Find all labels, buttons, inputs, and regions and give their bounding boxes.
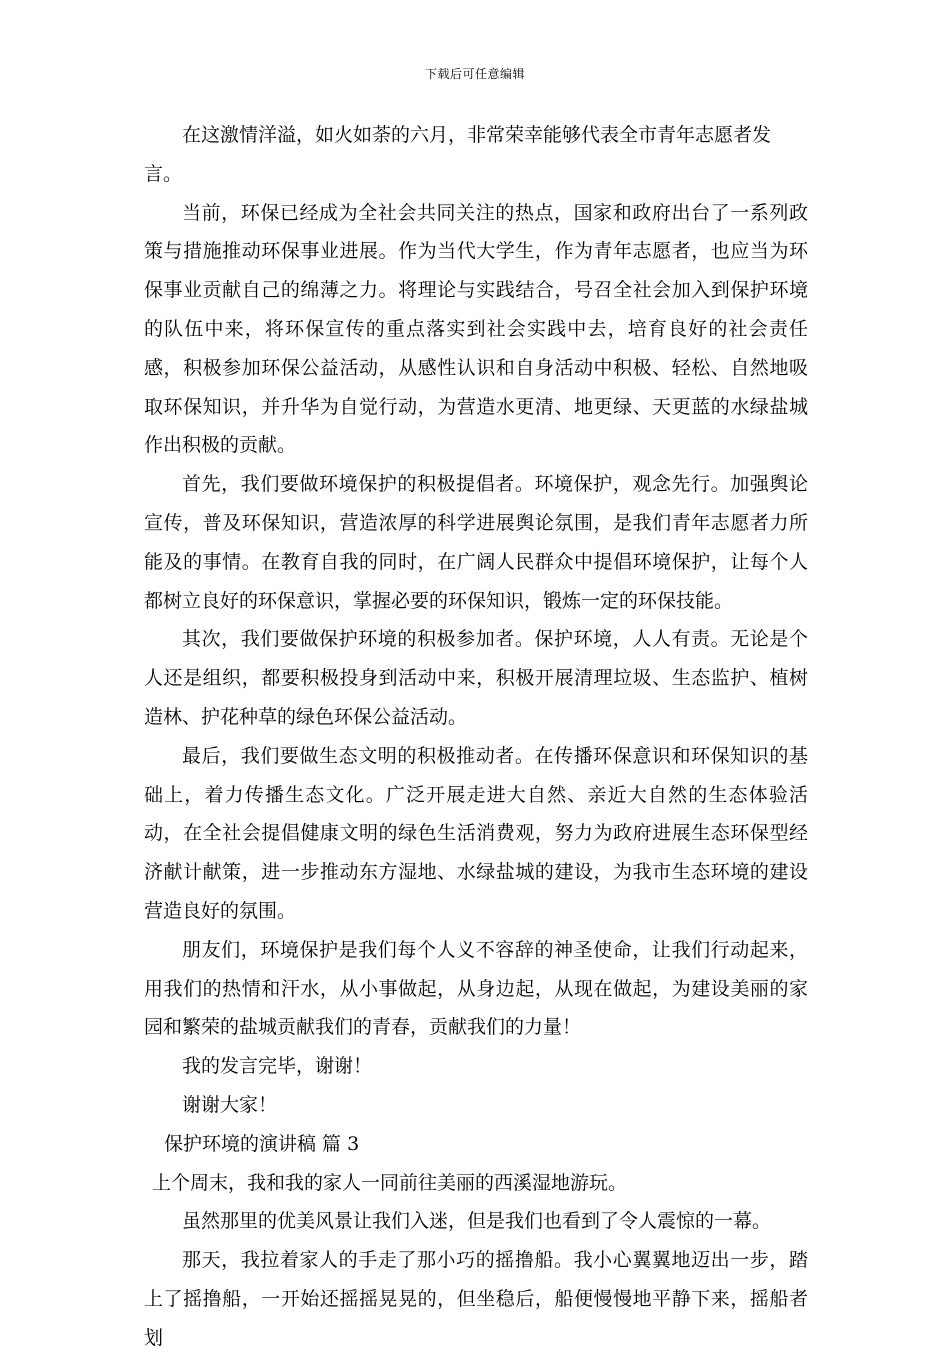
- section-heading: 保护环境的演讲稿 篇 3: [164, 1132, 360, 1155]
- paragraph-second-point: 其次，我们要做保护环境的积极参加者。保护环境，人人有责。无论是个人还是组织，都要积极投身到活动中来，积极开展清理垃圾、生态监护、植树造林、护花种草的绿色环保公益活动。: [144, 628, 808, 728]
- paragraph-opening: 在这激情洋溢，如火如荼的六月，非常荣幸能够代表全市青年志愿者发言。: [144, 124, 772, 185]
- paragraph-first-point: 首先，我们要做环境保护的积极提倡者。环境保护，观念先行。加强舆论宣传，普及环保知识，营造浓厚的科学进展舆论氛围，是我们青年志愿者力所能及的事情。在教育自我的同时，在广阔人民群众中提倡环境保护，让每个人都树立良好的环保意识，掌握必要的环保知识，锻炼一定的环保技能。: [144, 473, 808, 612]
- page-header: 下载后可任意编辑: [424, 67, 525, 81]
- section-first-line: 上个周末，我和我的家人一同前往美丽的西溪湿地游玩。: [152, 1171, 628, 1194]
- paragraph-current-situation: 当前，环保已经成为全社会共同关注的热点，国家和政府出台了一系列政策与措施推动环保事业进展。作为当代大学生，作为青年志愿者，也应当为环保事业贡献自己的绵薄之力。将理论与实践结合，号召全社会加入到保护环境的队伍中来，将环保宣传的重点落实到社会实践中去，培育良好的社会责任感，积极参加环保公益活动，从感性认识和自身活动中积极、轻松、自然地吸取环保知识，并升华为自觉行动，为营造水更清、地更绿、天更蓝的水绿盐城作出积极的贡献。: [144, 201, 808, 457]
- paragraph-third-point: 最后，我们要做生态文明的积极推动者。在传播环保意识和环保知识的基础上，着力传播生态文化。广泛开展走进大自然、亲近大自然的生态体验活动，在全社会提倡健康文明的绿色生活消费观，努力为政府进展生态环保型经济献计献策，进一步推动东方湿地、水绿盐城的建设，为我市生态环境的建设营造良好的氛围。: [144, 744, 808, 922]
- section-paragraph: 那天，我拉着家人的手走了那小巧的摇撸船。我小心翼翼地迈出一步，踏上了摇撸船，一开始还摇摇晃晃的，但坐稳后，船便慢慢地平静下来，摇船者划: [144, 1249, 808, 1349]
- paragraph-closing: 我的发言完毕，谢谢！: [182, 1055, 373, 1078]
- section-paragraph: 虽然那里的优美风景让我们入迷，但是我们也看到了令人震惊的一幕。: [182, 1210, 772, 1233]
- paragraph-call-to-action: 朋友们，环境保护是我们每个人义不容辞的神圣使命，让我们行动起来，用我们的热情和汗水，从小事做起，从身边起，从现在做起，为建设美丽的家园和繁荣的盐城贡献我们的青春，贡献我们的力量！: [144, 938, 808, 1039]
- document-body: [144, 116, 808, 1358]
- paragraph-thanks: 谢谢大家！: [182, 1093, 278, 1116]
